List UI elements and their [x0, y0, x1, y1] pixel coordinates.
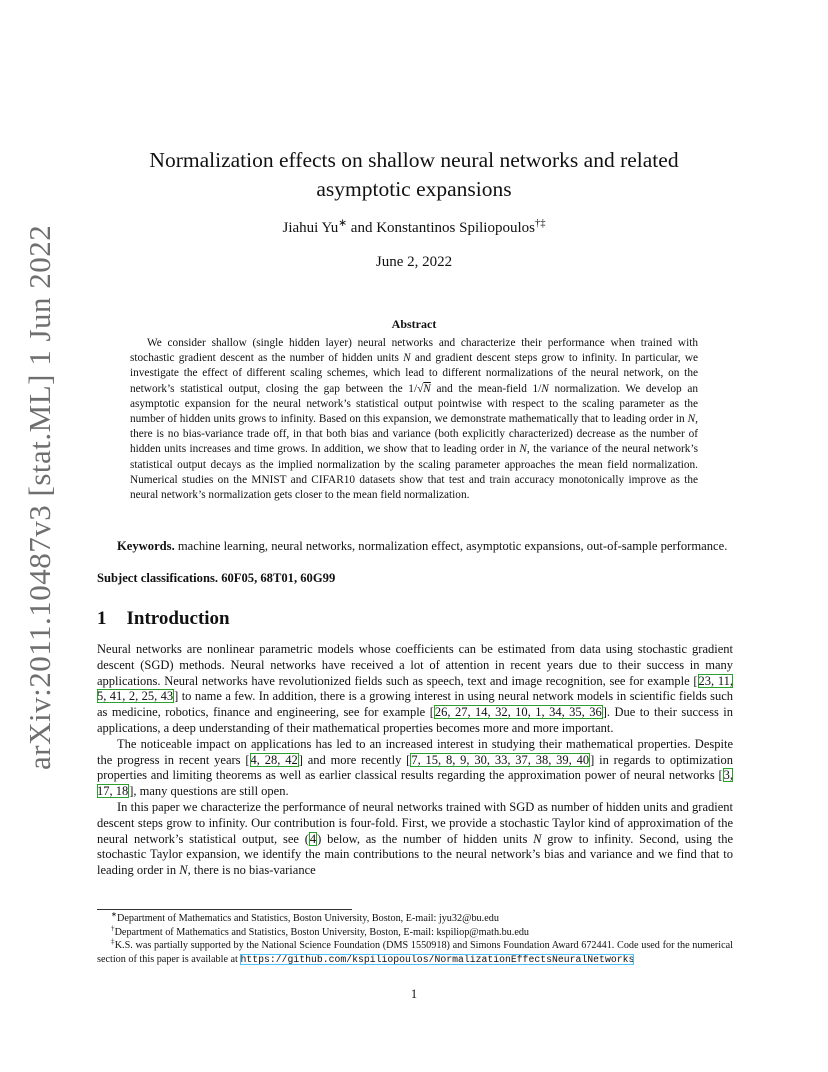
section-number: 1: [97, 608, 107, 629]
citation-link[interactable]: 26, 27, 14, 32, 10, 1, 34, 35, 36: [434, 705, 602, 720]
arxiv-stamp-text: arXiv:2011.10487v3 [stat.ML] 1 Jun 2022: [22, 224, 57, 770]
text-run: ] in regards to optimization properties and limiting theorems as well as earlier classical results regarding the approximation power of neural networks [: [97, 752, 734, 783]
paper-date: June 2, 2022: [375, 254, 453, 270]
citation-link[interactable]: 7, 15, 8, 9, 30, 33, 37, 38, 39, 40: [411, 752, 590, 767]
abstract-text: [130, 336, 698, 503]
math-n: N: [541, 382, 549, 395]
title-line-1: Normalization effects on shallow neural networks and related: [149, 148, 679, 172]
title-line-2: asymptotic expansions: [316, 177, 512, 201]
equation-link[interactable]: 4: [309, 831, 317, 846]
paragraph-1: [97, 642, 733, 737]
text-run: ] to name a few. In addition, there is a growing interest in using neural network models in scientific fields such as medicine, robotics, finance and engineering, see for example [: [97, 689, 734, 720]
footnote-text: Department of Mathematics and Statistics, Boston University, Boston, E-mail: jyu32@bu.edu: [116, 913, 499, 924]
footnote-text: K.S. was partially supported by the National Science Foundation (DMS 1550918) and Simons Foundation Award 672441. Code used for the numerical section of this paper is available at: [97, 940, 733, 965]
text-run: ]. Due to their success in applications, a deep understanding of their mathematical properties becomes more and more important.: [97, 705, 734, 735]
math-n: N: [533, 831, 542, 846]
paragraph-3: [97, 800, 733, 879]
footnote-mark: ‡: [111, 937, 115, 946]
abstract-part: and the mean-field 1/: [430, 382, 542, 395]
text-run: ] and more recently [: [298, 752, 411, 767]
footnote-text: Department of Mathematics and Statistics, Boston University, Boston, E-mail: kspiliop@math.bu.edu: [114, 926, 530, 938]
paragraph-2: [97, 737, 733, 800]
footnotes: [97, 912, 733, 966]
citation-link[interactable]: 23, 11, 5, 41, 2, 25, 43: [97, 673, 733, 704]
abstract-part: We consider shallow (single hidden layer) neural networks and characterize their performance when trained with stochastic gradient descent as the number of hidden units: [130, 337, 698, 365]
footnote-2: [97, 926, 733, 940]
subject-label: Subject classifications.: [97, 571, 219, 585]
math-n: N: [403, 352, 411, 365]
math-n: N: [179, 863, 188, 878]
text-run: Neural networks are nonlinear parametric models whose coefficients can be estimated from data using stochastic gradient descent (SGD) methods. Neural networks have received a lot of attention in recent years due to their success in many applications. Neural networks have revolutionized fields such as speech, text and image recognition, see for example [: [97, 642, 733, 688]
abstract-part: , the variance of the neural network’s statistical output decays as the implied normalization by the scaling parameter approaches the mean field normalization. Numerical studies on the MNIST and CIFAR10 datasets show that test and train accuracy monotonically improve as the neural network’s normalization gets closer to the mean field normalization.: [130, 443, 698, 502]
abstract-heading: Abstract: [391, 317, 437, 331]
page-number: 1: [410, 987, 418, 1001]
section-title: Introduction: [126, 608, 230, 629]
text-run: In this paper we characterize the performance of neural networks trained with SGD as number of hidden units and gradient descent steps grow to infinity. Our contribution is four-fold. First, we provide a stochastic Taylor kind of approximation of the neural network’s statistical output, see (: [97, 799, 733, 846]
footnote-1: [97, 912, 733, 926]
text-run: , there is no bias-variance: [187, 863, 316, 878]
abstract-part: and gradient descent steps grow to infinity. In particular, we investigate the effect of different scaling schemes, which lead to different normalizations of the neural network, on the network’s statistical output, closing the gap between the 1/√: [130, 352, 698, 395]
footnote-rule: [97, 909, 352, 910]
text-run: grow to infinity. Second, using the stochastic Taylor expansion, we identify the main contributions to the neural network’s bias and variance and we find that to leading order in: [97, 831, 734, 878]
code-url-link[interactable]: https://github.com/kspiliopoulos/NormalizationEffectsNeuralNetworks: [240, 953, 635, 965]
math-n: N: [423, 382, 431, 395]
footnote-mark: †: [111, 924, 115, 933]
math-n: N: [687, 413, 696, 426]
keywords-label: Keywords.: [117, 539, 175, 553]
subject-classifications: [97, 571, 733, 586]
text-run: ) below, as the number of hidden units: [317, 831, 534, 846]
author-2-mark: †‡: [534, 218, 546, 229]
citation-link[interactable]: 3, 17, 18: [97, 768, 733, 799]
section-heading: [97, 608, 230, 630]
abstract-part: , there is no bias-variance trade off, in that both bias and variance (both explicitly characterized) decrease as the number of hidden units increases and time grows. In addition, we show that to leading order in: [130, 413, 698, 456]
abstract-part: normalization. We develop an asymptotic expansion for the neural network’s statistical output pointwise with respect to the scaling parameter as the number of hidden units grows to infinity. Based on this expansion, we demonstrate mathematically that to leading order in: [130, 382, 698, 426]
author-1: Jiahui Yu: [282, 220, 339, 236]
author-separator: and: [347, 220, 377, 236]
keywords-text: machine learning, neural networks, normalization effect, asymptotic expansions, out-of-sample performance.: [174, 539, 728, 553]
authors: [95, 220, 733, 237]
paper-title: [95, 146, 733, 204]
arxiv-stamp: [18, 224, 58, 780]
math-n: N: [519, 443, 527, 456]
footnote-3: [97, 939, 733, 966]
introduction-body: [97, 642, 733, 879]
citation-link[interactable]: 4, 28, 42: [250, 752, 298, 767]
footnote-mark: ∗: [111, 910, 117, 919]
keywords: [97, 538, 733, 554]
author-2: Konstantinos Spiliopoulos: [376, 220, 535, 236]
text-run: The noticeable impact on applications has led to an increased interest in studying their mathematical properties. Despite the progress in recent years [: [97, 736, 733, 767]
text-run: ], many questions are still open.: [129, 784, 289, 799]
author-1-mark: ∗: [338, 218, 348, 229]
subject-text: 60F05, 68T01, 60G99: [218, 571, 336, 585]
